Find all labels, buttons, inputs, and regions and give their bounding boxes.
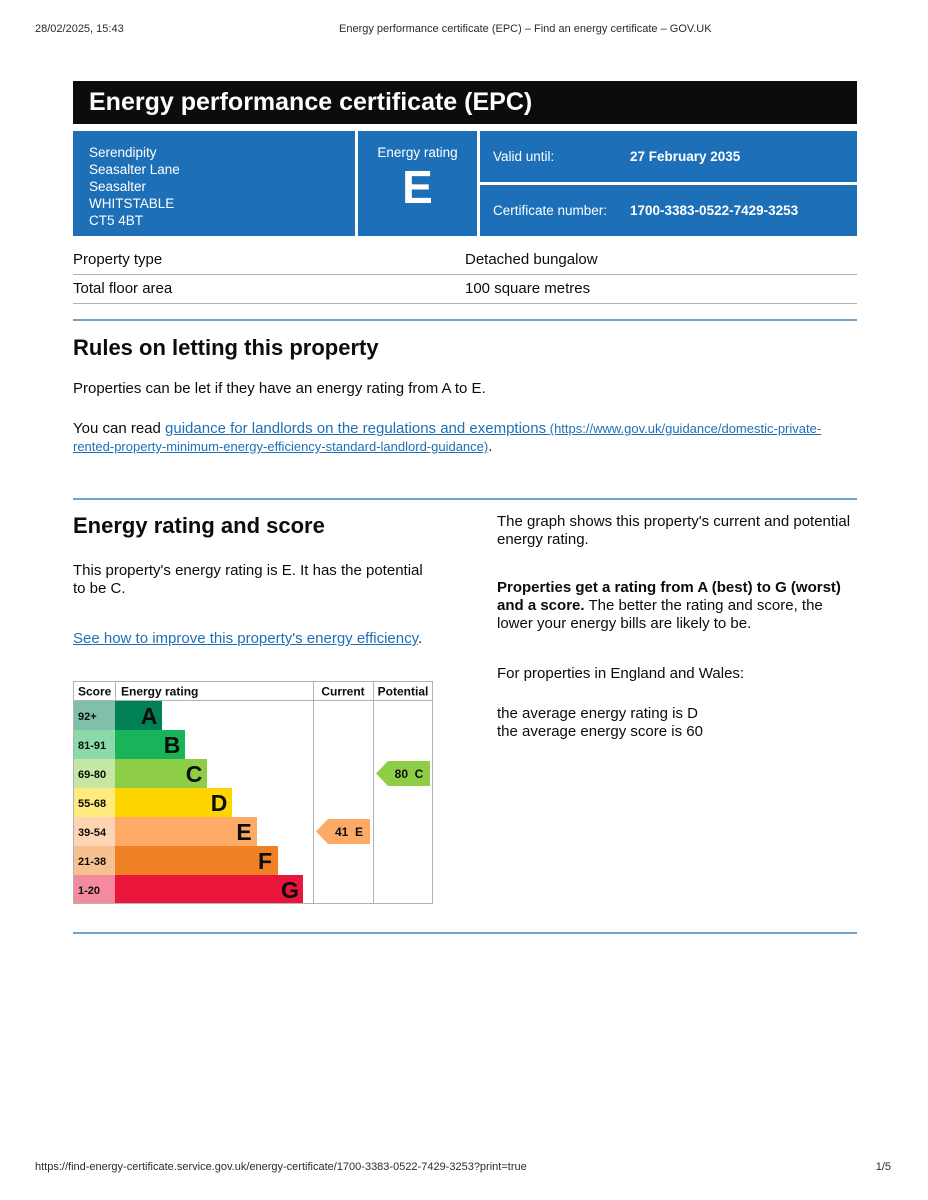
table-row [73, 275, 857, 304]
print-datetime: 28/02/2025, 15:43 [35, 23, 124, 35]
svg-text:Potential: Potential [377, 684, 429, 699]
valid-until-row [480, 131, 857, 182]
svg-text:C: C [185, 761, 203, 787]
address-line: CT5 4BT [89, 213, 144, 228]
letting-guidance-paragraph [73, 420, 857, 456]
svg-text:21-38: 21-38 [78, 856, 107, 868]
property-address [73, 131, 355, 236]
section-divider [73, 498, 857, 500]
section-divider [73, 932, 857, 934]
svg-text:F: F [257, 848, 273, 874]
svg-text:69-80: 69-80 [78, 769, 107, 781]
svg-text:Energy rating: Energy rating [121, 684, 199, 699]
svg-text:Score: Score [78, 684, 112, 699]
row-value: 100 square metres [465, 280, 591, 297]
svg-text:D: D [210, 790, 228, 816]
svg-text:E: E [236, 819, 252, 845]
average-stats [497, 705, 857, 741]
footer-url: https://find-energy-certificate.service.gov.uk/energy-certificate/1700-3383-0522-7429-3253?print=true [35, 1161, 527, 1173]
address-line: WHITSTABLE [89, 196, 175, 211]
england-wales-intro: For properties in England and Wales: [497, 665, 745, 682]
energy-rating-section [73, 513, 857, 909]
average-score-line: the average energy score is 60 [497, 723, 703, 740]
valid-until-label: Valid until: [493, 148, 555, 164]
guidance-link-url: (https://www.gov.uk/guidance/domestic-private-rented-property-minimum-energy-efficiency-standard-landlord-guidance) [73, 421, 822, 454]
guidance-suffix: . [488, 438, 493, 455]
landlord-guidance-link[interactable] [73, 420, 821, 455]
row-label: Total floor area [73, 280, 173, 297]
page-title: Energy performance certificate (EPC) [73, 81, 857, 124]
guidance-link-text: guidance for landlords on the regulations and exemptions [165, 420, 547, 437]
page-indicator: 1/5 [875, 1161, 891, 1173]
improve-paragraph [73, 630, 433, 648]
energy-rating-box [358, 131, 477, 236]
certificate-page [73, 0, 857, 934]
certificate-number-label: Certificate number: [493, 202, 608, 218]
rating-right-column [497, 513, 857, 909]
svg-text:Current: Current [321, 684, 365, 699]
svg-text:80 C: 80 C [394, 767, 424, 781]
row-label: Property type [73, 251, 163, 268]
svg-text:1-20: 1-20 [78, 885, 101, 897]
svg-text:41 E: 41 E [334, 825, 364, 839]
svg-text:81-91: 81-91 [78, 740, 107, 752]
row-value: Detached bungalow [465, 251, 598, 268]
svg-text:92+: 92+ [78, 711, 97, 723]
guidance-prefix: You can read [73, 420, 166, 437]
svg-text:G: G [281, 877, 299, 903]
certificate-number-value: 1700-3383-0522-7429-3253 [630, 202, 799, 218]
certificate-number-row [480, 185, 857, 236]
document-title: Energy performance certificate (EPC) – Find an energy certificate – GOV.UK [339, 23, 712, 35]
svg-text:A: A [140, 703, 158, 729]
certificate-summary-banner [73, 131, 857, 236]
rating-explanation [497, 579, 857, 633]
svg-text:55-68: 55-68 [78, 798, 107, 810]
graph-description: The graph shows this property's current and potential energy rating. [497, 513, 851, 548]
letting-paragraph: Properties can be let if they have an energy rating from A to E. [73, 380, 486, 397]
rating-heading: Energy rating and score [73, 513, 325, 538]
address-line: Seasalter [89, 179, 147, 194]
address-line: Seasalter Lane [89, 162, 180, 177]
property-details-table [73, 246, 857, 304]
rating-explanation-rest: The better the rating and score, the lower your energy bills are likely to be. [497, 597, 823, 632]
table-row [73, 246, 857, 275]
rating-left-column [73, 513, 433, 909]
letting-heading: Rules on letting this property [73, 335, 379, 360]
epc-rating-chart [73, 681, 433, 909]
rating-summary-paragraph: This property's energy rating is E. It has the potential to be C. [73, 562, 423, 597]
svg-text:39-54: 39-54 [78, 827, 107, 839]
svg-text:B: B [163, 732, 181, 758]
address-line: Serendipity [89, 145, 157, 160]
energy-rating-value: E [402, 161, 433, 213]
section-divider [73, 319, 857, 321]
certificate-meta [480, 131, 857, 236]
rating-explanation-bold: Properties get a rating from A (best) to G (worst) and a score. [497, 579, 841, 614]
browser-print-footer [35, 1158, 891, 1176]
valid-until-value: 27 February 2035 [630, 148, 741, 164]
improve-efficiency-link[interactable]: See how to improve this property's energy efficiency [73, 630, 418, 647]
improve-suffix: . [417, 630, 423, 647]
energy-rating-label: Energy rating [377, 145, 458, 160]
average-rating-line: the average energy rating is D [497, 705, 698, 722]
